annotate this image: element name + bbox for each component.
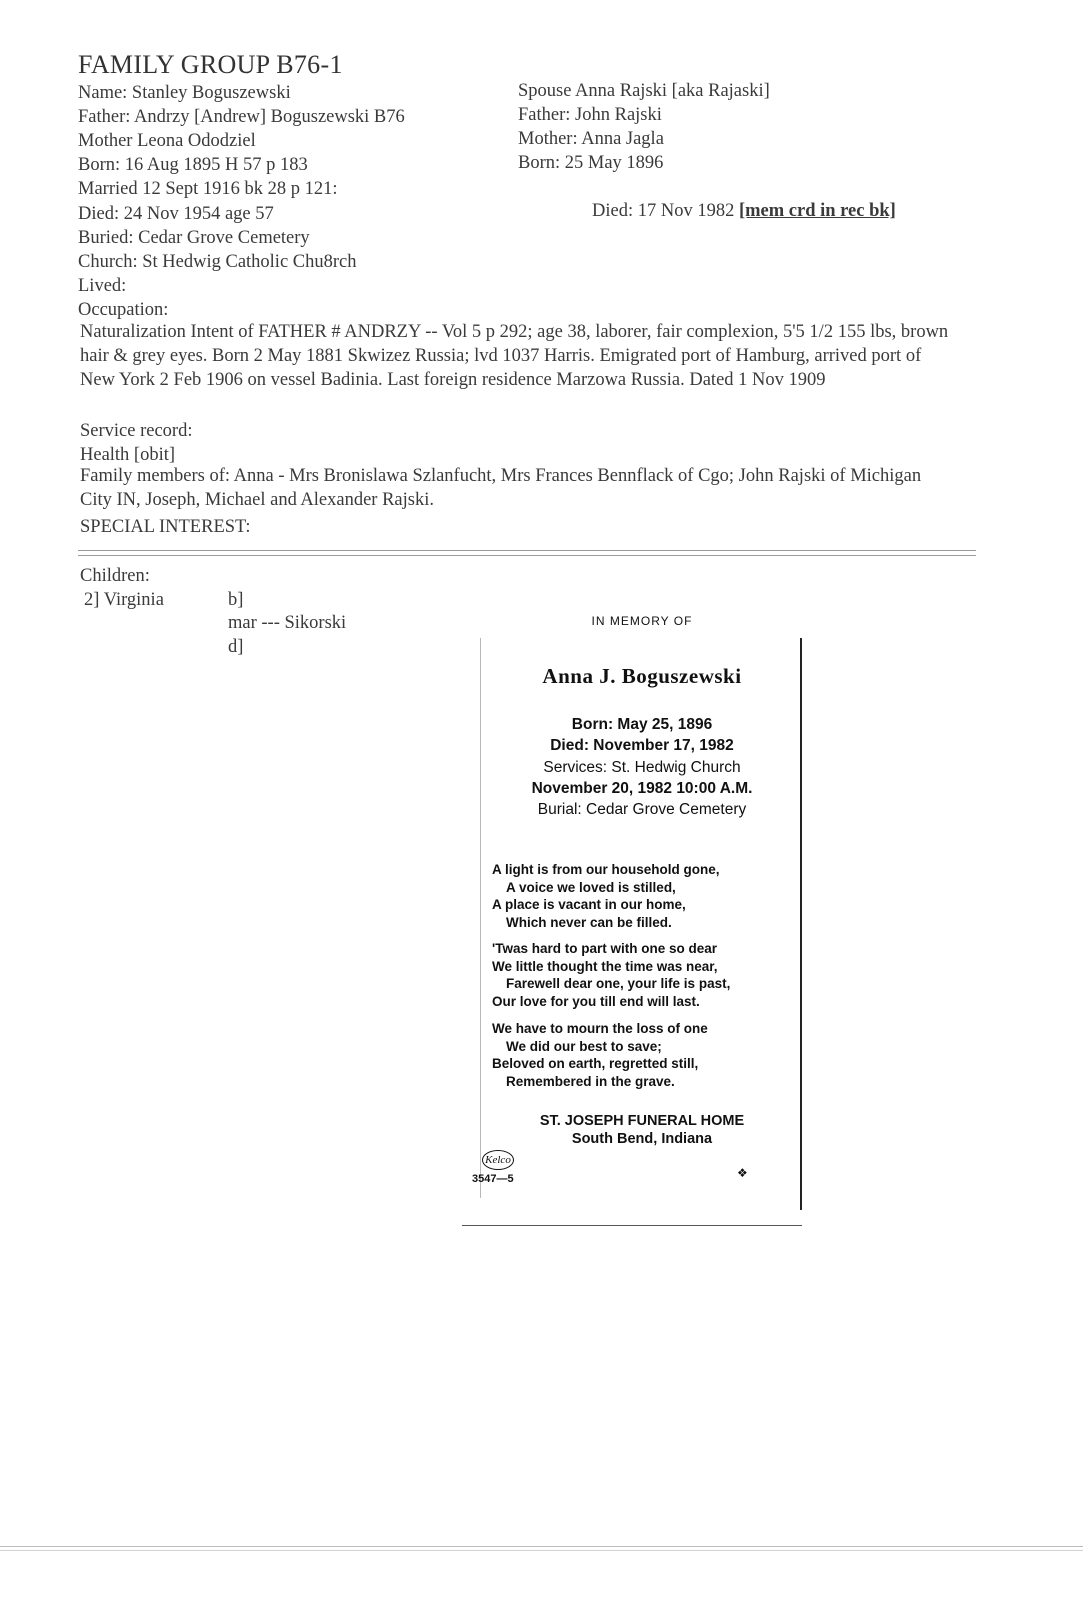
husband-mother: Mother Leona Ododziel bbox=[78, 131, 256, 151]
husband-married: Married 12 Sept 1916 bk 28 p 121: bbox=[78, 179, 338, 199]
card-heading: IN MEMORY OF bbox=[591, 614, 693, 628]
verse-2 bbox=[492, 940, 782, 1010]
printer-mark-icon: ❖ bbox=[737, 1166, 748, 1180]
verse-line: Which never can be filled. bbox=[506, 914, 672, 930]
card-code: 3547—5 bbox=[472, 1173, 514, 1185]
husband-occupation: Occupation: bbox=[78, 300, 169, 320]
memorial-card-note: [mem crd in rec bk] bbox=[738, 201, 896, 221]
spouse-died-date: Died: 17 Nov 1982 bbox=[592, 201, 739, 221]
children-label: Children: bbox=[80, 566, 150, 586]
card-bottom-edge bbox=[462, 1225, 802, 1226]
husband-father: Father: Andrzy [Andrew] Boguszewski B76 bbox=[78, 107, 405, 127]
section-divider bbox=[78, 550, 976, 556]
spouse-died bbox=[592, 200, 896, 222]
page-bottom-rule bbox=[0, 1546, 1083, 1551]
memorial-card bbox=[462, 614, 802, 1230]
card-burial: Burial: Cedar Grove Cemetery bbox=[537, 801, 747, 818]
child-married: mar --- Sikorski bbox=[228, 613, 347, 633]
verse-line: Remembered in the grave. bbox=[506, 1073, 675, 1089]
special-interest: SPECIAL INTEREST: bbox=[80, 517, 251, 537]
verse-3 bbox=[492, 1020, 782, 1090]
spouse-born: Born: 25 May 1896 bbox=[518, 153, 664, 173]
funeral-home: ST. JOSEPH FUNERAL HOME bbox=[539, 1113, 745, 1129]
funeral-home-location: South Bend, Indiana bbox=[571, 1131, 713, 1147]
husband-lived: Lived: bbox=[78, 276, 127, 296]
naturalization-text: Naturalization Intent of FATHER # ANDRZY -- Vol 5 p 292; age 38, laborer, fair complexion, 5'5 1/2 155 lbs, brown hair & grey eyes. Born 2 May 1881 Skwizez Russia; lvd 1037 Harris. Emigrated port of Hamburg, arrived port of New York 2 Feb 1906 on vessel Badinia. Last foreign residence Marzowa Russia. Dated 1 Nov 1909 bbox=[80, 322, 949, 390]
husband-died: Died: 24 Nov 1954 age 57 bbox=[78, 204, 274, 224]
kelco-logo: Kelco bbox=[482, 1150, 514, 1170]
verse-line: 'Twas hard to part with one so dear bbox=[492, 941, 717, 956]
spouse-mother: Mother: Anna Jagla bbox=[518, 129, 664, 149]
husband-church: Church: St Hedwig Catholic Chu8rch bbox=[78, 252, 357, 272]
verse-line: We have to mourn the loss of one bbox=[492, 1021, 708, 1036]
card-service-date: November 20, 1982 10:00 A.M. bbox=[531, 780, 753, 797]
card-left-edge bbox=[480, 638, 481, 1198]
verse-line: We little thought the time was near, bbox=[492, 958, 718, 974]
family-members-text: Family members of: Anna - Mrs Bronislawa Szlanfucht, Mrs Frances Bennflack of Cgo; John Rajski of Michigan City IN, Joseph, Michael and Alexander Rajski. bbox=[80, 466, 922, 510]
child-name: 2] Virginia bbox=[84, 590, 164, 610]
child-born: b] bbox=[228, 590, 244, 610]
verse-line: Our love for you till end will last. bbox=[492, 993, 700, 1009]
husband-buried: Buried: Cedar Grove Cemetery bbox=[78, 228, 310, 248]
verse-line: A voice we loved is stilled, bbox=[506, 879, 676, 895]
card-died: Died: November 17, 1982 bbox=[550, 737, 734, 754]
verse-line: Farewell dear one, your life is past, bbox=[506, 976, 731, 991]
verse-line: A light is from our household gone, bbox=[492, 862, 720, 877]
health: Health [obit] bbox=[80, 445, 176, 465]
husband-name: Name: Stanley Boguszewski bbox=[78, 83, 291, 103]
card-name: Anna J. Boguszewski bbox=[542, 664, 742, 688]
verse-line: We did our best to save; bbox=[506, 1038, 662, 1054]
verse-1 bbox=[492, 861, 782, 931]
verse-line: A place is vacant in our home, bbox=[492, 897, 686, 912]
spouse-father: Father: John Rajski bbox=[518, 105, 662, 125]
husband-born: Born: 16 Aug 1895 H 57 p 183 bbox=[78, 155, 308, 175]
service-record: Service record: bbox=[80, 421, 193, 441]
child-died: d] bbox=[228, 637, 244, 657]
verse-line: Beloved on earth, regretted still, bbox=[492, 1056, 699, 1071]
page-title: FAMILY GROUP B76-1 bbox=[78, 50, 343, 79]
card-born: Born: May 25, 1896 bbox=[571, 716, 713, 733]
spouse-name: Spouse Anna Rajski [aka Rajaski] bbox=[518, 81, 770, 101]
card-services: Services: St. Hedwig Church bbox=[543, 759, 741, 776]
